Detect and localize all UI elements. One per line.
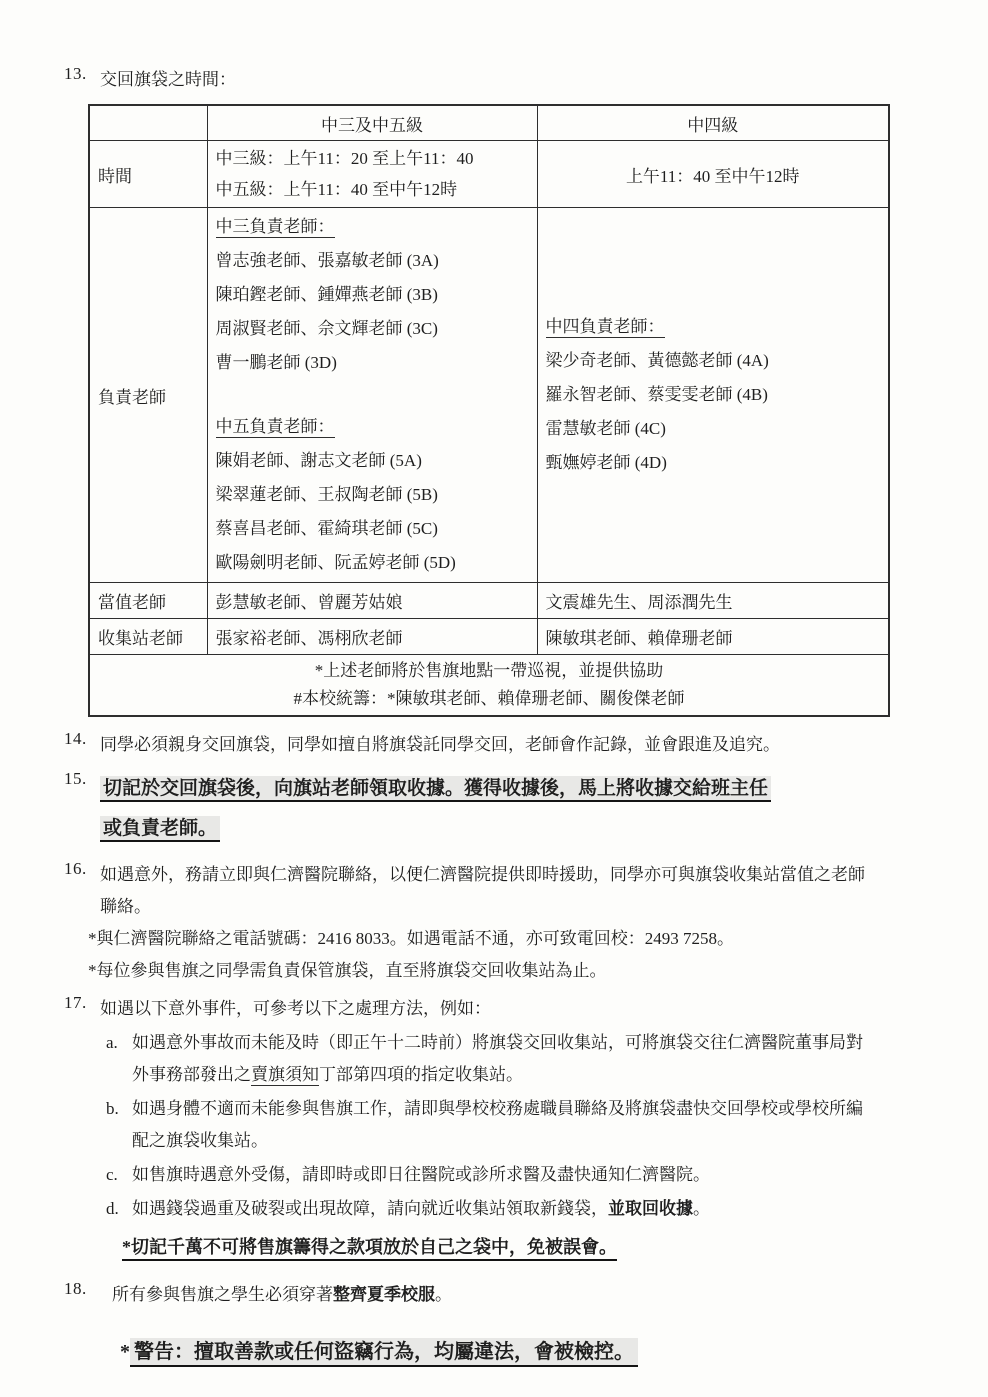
time-junior-line: 中三級：上午11：20 至上午11：40 (215, 149, 474, 168)
table-footnote-row (89, 655, 889, 717)
teacher-line: 羅永智老師、蔡雯雯老師 (4B) (545, 385, 768, 404)
time-junior-line: 中五級：上午11：40 至中午12時 (215, 180, 458, 199)
item-15-line2: 或負責老師。 (100, 816, 220, 842)
teacher-line: 梁少奇老師、黃德懿老師 (4A) (545, 351, 769, 370)
item-13 (64, 64, 948, 96)
teacher-line: 陳娟老師、謝志文老師 (5A) (215, 451, 422, 470)
responsible-label: 負責老師 (89, 208, 207, 583)
responsible-teachers-row (89, 208, 889, 583)
time-label: 時間 (89, 141, 207, 208)
item-17a (106, 1027, 878, 1091)
footnote-line: #本校統籌：*陳敏琪老師、賴偉珊老師、關俊傑老師 (293, 689, 685, 708)
item-17c (106, 1159, 878, 1191)
table-header-row (89, 105, 889, 141)
station-teachers-row (89, 619, 889, 655)
teacher-line: 蔡喜昌老師、霍綺琪老師 (5C) (215, 519, 438, 538)
item-17-note: *切記千萬不可將售旗籌得之款項放於自己之袋中，免被誤會。 (122, 1231, 878, 1263)
item-16-note1: *與仁濟醫院聯絡之電話號碼：2416 8033。如遇電話不通，亦可致電回校：2493 7258。 (88, 929, 734, 948)
item-16-body (88, 859, 878, 987)
item-17c-text: 如售旗時遇意外受傷，請即時或即日往醫院或診所求醫及盡快通知仁濟醫院。 (132, 1165, 710, 1184)
flag-notice-reference: 賣旗須知 (251, 1065, 319, 1084)
item-17b-text: 如遇身體不適而未能參與售旗工作，請即與學校校務處職員聯絡及將旗袋盡快交回學校或學校所編配之旗袋收集站。 (132, 1099, 863, 1150)
duty-junior-cell: 彭慧敏老師、曾麗芳姑娘 (207, 583, 537, 619)
item-15-number: 15. (64, 769, 87, 788)
item-17d (106, 1193, 878, 1225)
footnote-line: *上述老師將於售旗地點一帶巡視，並提供協助 (314, 661, 664, 680)
item-17a-letter: a. (106, 1033, 118, 1052)
item-14-number: 14. (64, 729, 87, 748)
item-17c-letter: c. (106, 1165, 118, 1184)
time-f4-cell: 上午11：40 至中午12時 (537, 141, 889, 208)
teacher-line: 陳珀鏗老師、鍾嬋燕老師 (3B) (215, 285, 438, 304)
teacher-line: 雷慧敏老師 (4C) (545, 419, 666, 438)
teacher-line: 梁翠蓮老師、王叔陶老師 (5B) (215, 485, 438, 504)
item-13-title: 交回旗袋之時間： (100, 70, 236, 89)
item-16 (64, 859, 948, 987)
table-footnotes (89, 655, 889, 717)
header-f4: 中四級 (537, 105, 889, 141)
item-17-number: 17. (64, 993, 87, 1012)
teacher-line: 曹一鵬老師 (3D) (215, 353, 337, 372)
warning-star: * (120, 1341, 130, 1363)
time-junior-cell (207, 141, 537, 208)
item-18 (64, 1279, 948, 1311)
warning-line (120, 1335, 948, 1364)
item-17b (106, 1093, 878, 1157)
item-17a-text: 如遇意外事故而未能及時（即正午十二時前）將旗袋交回收集站，可將旗袋交往仁濟醫院董事局對外事務部發出之賣旗須知丁部第四項的指定收集站。 (132, 1033, 863, 1084)
duty-teachers-row (89, 583, 889, 619)
header-junior: 中三及中五級 (207, 105, 537, 141)
item-15 (64, 769, 948, 849)
item-17 (64, 993, 948, 1263)
item-16-note2: *每位參與售旗之同學需負責保管旗袋，直至將旗袋交回收集站為止。 (88, 961, 607, 980)
item-15-line1: 切記於交回旗袋後，向旗站老師領取收據。獲得收據後，馬上將收據交給班主任 (100, 776, 771, 802)
teacher-line: 甄嫵婷老師 (4D) (545, 453, 667, 472)
item-16-number: 16. (64, 859, 87, 878)
uniform-emphasis: 整齊夏季校服 (333, 1285, 435, 1304)
teacher-line: 曾志強老師、張嘉敏老師 (3A) (215, 251, 439, 270)
f5-heading: 中五負責老師： (215, 417, 335, 436)
item-14-text: 同學必須親身交回旗袋，同學如擅自將旗袋託同學交回，老師會作記錄，並會跟進及追究。 (100, 735, 780, 754)
take-back-receipt-emphasis: 並取回收據 (608, 1199, 693, 1218)
duty-label: 當值老師 (89, 583, 207, 619)
station-label: 收集站老師 (89, 619, 207, 655)
item-18-text: 所有參與售旗之學生必須穿著整齊夏季校服。 (112, 1285, 452, 1304)
item-17d-text: 如遇錢袋過重及破裂或出現故障，請向就近收集站領取新錢袋，並取回收據。 (132, 1199, 710, 1218)
block-gap (216, 380, 529, 410)
duty-f4-cell: 文震雄先生、周添潤先生 (537, 583, 889, 619)
item-17-body (100, 993, 878, 1263)
item-13-number: 13. (64, 64, 87, 83)
return-time-table (88, 104, 890, 717)
f4-heading: 中四負責老師： (545, 317, 665, 336)
warning-text: 警告：擅取善款或任何盜竊行為，均屬違法，會被檢控。 (130, 1338, 638, 1367)
teacher-line: 周淑賢老師、佘文輝老師 (3C) (215, 319, 438, 338)
f3-heading: 中三負責老師： (215, 217, 335, 236)
responsible-f4-cell (537, 208, 889, 583)
teacher-line: 歐陽劍明老師、阮孟婷老師 (5D) (215, 553, 456, 572)
item-17d-letter: d. (106, 1199, 119, 1218)
time-row (89, 141, 889, 208)
station-f4-cell: 陳敏琪老師、賴偉珊老師 (537, 619, 889, 655)
item-17-text: 如遇以下意外事件，可參考以下之處理方法，例如： (100, 999, 491, 1018)
item-15-text (100, 769, 771, 849)
item-14 (64, 729, 948, 761)
station-junior-cell: 張家裕老師、馮栩欣老師 (207, 619, 537, 655)
responsible-junior-cell (207, 208, 537, 583)
item-16-text: 如遇意外，務請立即與仁濟醫院聯絡，以便仁濟醫院提供即時援助，同學亦可與旗袋收集站當值之老師聯絡。 (100, 865, 865, 916)
item-18-number: 18. (64, 1279, 87, 1298)
corner-cell (89, 105, 207, 141)
item-17b-letter: b. (106, 1099, 119, 1118)
